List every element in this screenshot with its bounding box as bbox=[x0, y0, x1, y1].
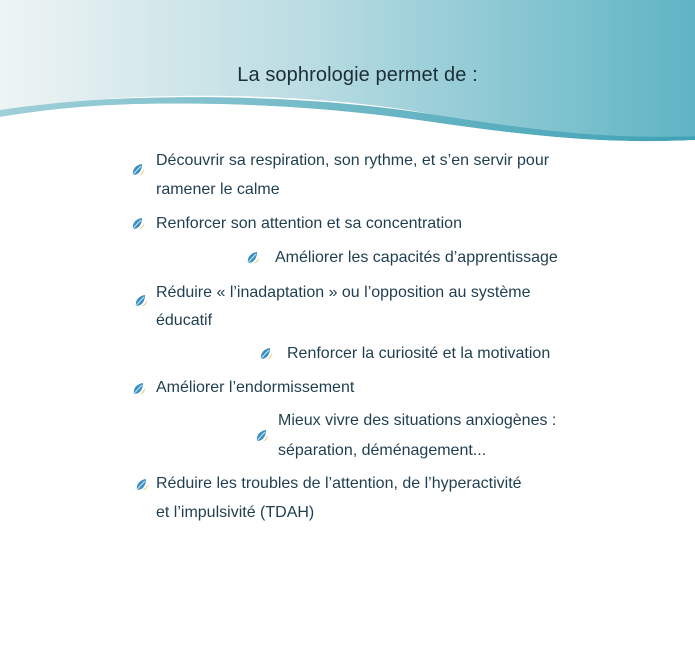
list-item-line: Améliorer les capacités d’apprentissage bbox=[275, 249, 558, 266]
blue-petal-icon bbox=[133, 293, 149, 309]
list-item-line: Renforcer son attention et sa concentration bbox=[156, 215, 462, 232]
blue-petal-icon bbox=[134, 477, 150, 493]
list-item-line: Découvrir sa respiration, son rythme, et s’en servir pour bbox=[156, 152, 550, 169]
blue-petal-icon bbox=[245, 250, 261, 266]
list-item-line: éducatif bbox=[156, 312, 213, 329]
list-item-line: Mieux vivre des situations anxiogènes : bbox=[278, 412, 557, 429]
page-title: La sophrologie permet de : bbox=[237, 64, 478, 86]
blue-petal-icon bbox=[254, 428, 270, 444]
list-item-line: Réduire « l’inadaptation » ou l’opposition au système bbox=[156, 284, 531, 301]
blue-petal-icon bbox=[131, 381, 147, 397]
blue-petal-icon bbox=[130, 216, 146, 232]
list-item-line: ramener le calme bbox=[156, 181, 280, 198]
list-item-line: Améliorer l’endormissement bbox=[156, 379, 355, 396]
list-item-line: Renforcer la curiosité et la motivation bbox=[287, 345, 551, 362]
blue-petal-icon bbox=[258, 346, 274, 362]
list-item-line: et l’impulsivité (TDAH) bbox=[156, 504, 315, 521]
list-item-line: Réduire les troubles de l’attention, de l’hyperactivité bbox=[156, 475, 522, 492]
blue-petal-icon bbox=[130, 162, 146, 178]
list-item-line: séparation, déménagement... bbox=[278, 442, 487, 459]
